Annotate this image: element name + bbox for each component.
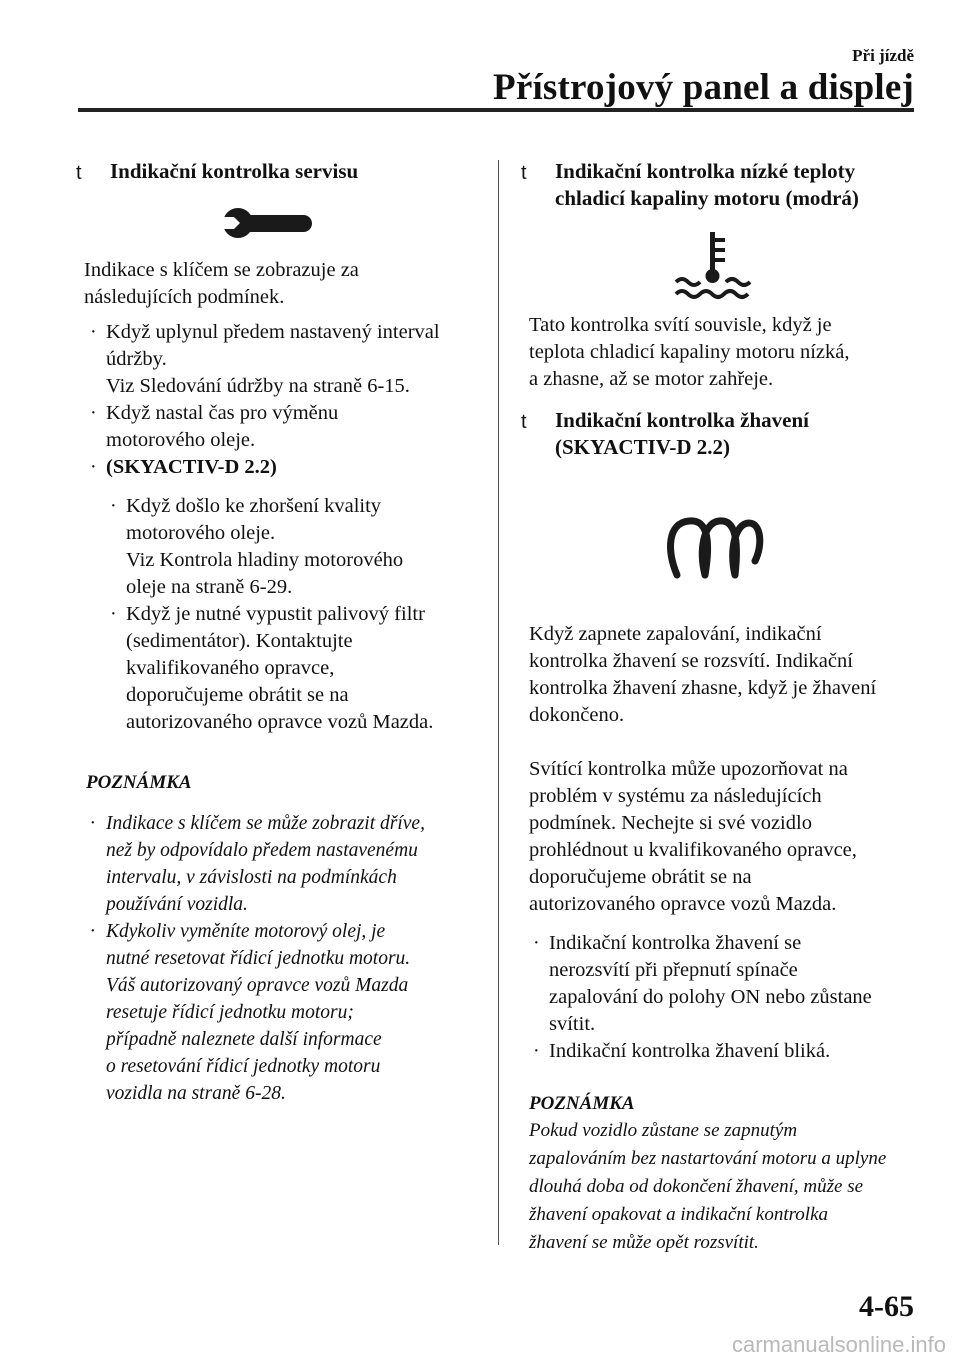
service-intro: Indikace s klíčem se zobrazuje za následujících podmínek.	[84, 259, 359, 308]
right-column	[515, 158, 915, 1257]
coolant-description: Tato kontrolka svítí souvisle, když je teplota chladicí kapaliny motoru nízká, a zhasne, až se motor zahřeje.	[529, 314, 850, 390]
note-list	[86, 810, 474, 1107]
service-conditions-list	[86, 319, 474, 481]
left-column	[62, 158, 474, 1107]
watermark: carmanualsonline.info	[731, 1332, 946, 1357]
list-item: · Kdykoliv vyměníte motorový olej, je nutné resetovat řídicí jednotku motoru. Váš autorizovaný opravce vozů Mazda resetuje řídicí jednotku motoru; případně naleznete další informace o resetování řídicí jednotky motoru vozidla na straně 6-28.	[90, 920, 411, 1104]
list-item: · Když uplynul předem nastavený interval údržby. Viz Sledování údržby na straně 6-15.	[90, 321, 440, 397]
note-title: POZNÁMKA	[86, 772, 192, 793]
list-item: · Indikační kontrolka žhavení se nerozsvítí při přepnutí spínače zapalování do polohy ON nebo zůstane svítit.	[533, 932, 872, 1035]
service-heading	[62, 158, 474, 185]
glow-plug-icon	[515, 511, 915, 581]
list-item: · Indikace s klíčem se může zobrazit dříve, než by odpovídalo předem nastavenému intervalu, v závislosti na podmínkách používání vozidla.	[90, 812, 425, 915]
list-item: · Když nastal čas pro výměnu motorového oleje.	[90, 402, 339, 451]
section-marker: t	[521, 162, 527, 184]
wrench-icon	[62, 199, 474, 247]
list-item: · Když je nutné vypustit palivový filtr (sedimentátor). Kontaktujte kvalifikovaného opravce, doporučujeme obrátit se na autorizovaného opravce vozů Mazda.	[110, 603, 434, 733]
service-heading-text: Indikační kontrolka servisu	[110, 159, 359, 183]
page-title: Přístrojový panel a displej	[493, 67, 914, 108]
column-divider	[498, 160, 499, 1245]
section-marker: t	[76, 162, 82, 184]
page-number: 4-65	[859, 1290, 914, 1323]
list-item: · (SKYACTIV-D 2.2)	[90, 456, 277, 478]
skyactiv-conditions-list	[86, 493, 474, 736]
note-title: POZNÁMKA	[529, 1093, 635, 1114]
note-text: Pokud vozidlo zůstane se zapnutým zapalováním bez nastartování motoru a uplyne dlouhá doba od dokončení žhavení, může se žhavení opakovat a indikační kontrolka žhavení se může opět rozsvítit.	[529, 1120, 887, 1253]
header-section: Při jízdě	[852, 46, 914, 65]
glow-conditions-list	[529, 930, 915, 1065]
coolant-temperature-icon	[515, 230, 915, 302]
glow-warning: Svítící kontrolka může upozorňovat na problém v systému za následujících podmínek. Nechejte si své vozidlo prohlédnout u kvalifikovaného opravce, doporučujeme obrátit se na autorizovaného opravce vozů Mazda.	[529, 758, 857, 915]
list-item: · Indikační kontrolka žhavení bliká.	[533, 1040, 831, 1062]
header-rule	[78, 108, 914, 112]
glow-heading: t Indikační kontrolka žhavení (SKYACTIV-D 2.2)	[521, 408, 810, 459]
coolant-heading: t Indikační kontrolka nízké teploty chladicí kapaliny motoru (modrá)	[521, 159, 859, 210]
glow-description: Když zapnete zapalování, indikační kontrolka žhavení se rozsvítí. Indikační kontrolka žhavení zhasne, když je žhavení dokončeno.	[529, 623, 877, 726]
section-marker: t	[521, 411, 527, 433]
list-item: · Když došlo ke zhoršení kvality motorového oleje. Viz Kontrola hladiny motorového oleje na straně 6-29.	[110, 495, 404, 598]
